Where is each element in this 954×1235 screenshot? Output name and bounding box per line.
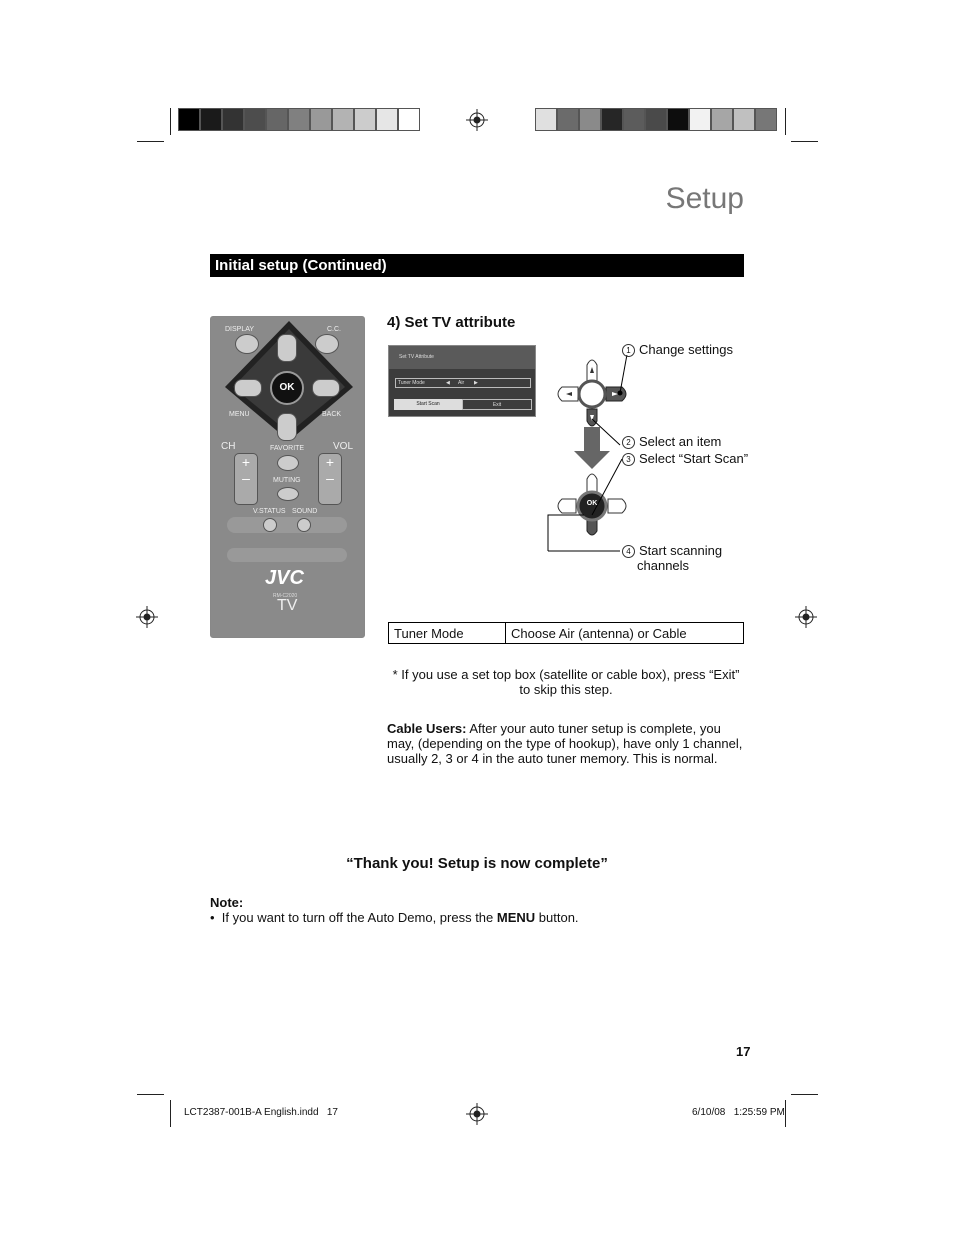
page-number: 17: [736, 1044, 751, 1059]
color-swatch: [711, 108, 733, 131]
color-swatch: [398, 108, 420, 131]
color-swatch: [354, 108, 376, 131]
left-arrow-button: [234, 379, 262, 397]
vol-label: VOL: [333, 441, 354, 452]
color-swatch: [244, 108, 266, 131]
color-swatch: [579, 108, 601, 131]
color-swatch: [733, 108, 755, 131]
color-swatch: [288, 108, 310, 131]
section-heading: Initial setup (Continued): [210, 254, 744, 277]
callout-select-item: 2 Select an item: [622, 434, 721, 449]
cable-users-label: Cable Users:: [387, 721, 467, 736]
color-swatch: [222, 108, 244, 131]
color-swatch: [645, 108, 667, 131]
color-swatch: [623, 108, 645, 131]
crop-mark: [170, 1100, 171, 1127]
up-arrow-button: [277, 334, 297, 362]
crop-mark: [137, 141, 164, 142]
crop-mark: [137, 1094, 164, 1095]
channel-rocker: + –: [234, 453, 258, 505]
back-label: BACK: [322, 411, 342, 418]
completion-message: “Thank you! Setup is now complete”: [346, 855, 608, 872]
favorite-button: [277, 455, 299, 471]
cable-users-paragraph: [387, 721, 745, 766]
tv-label: TV: [277, 597, 298, 614]
osd-button-row: [394, 399, 532, 410]
right-arrow-icon: ▶: [474, 380, 478, 386]
osd-title: Set TV Attribute: [389, 346, 535, 369]
color-swatch: [310, 108, 332, 131]
remote-control-illustration: [210, 316, 365, 638]
ok-button: OK: [270, 371, 304, 405]
sound-label: SOUND: [292, 508, 318, 515]
tuner-mode-table: [388, 622, 744, 644]
color-swatch: [266, 108, 288, 131]
note-bullet: • If you want to turn off the Auto Demo, press the MENU button.: [210, 910, 579, 925]
muting-button: [277, 487, 299, 501]
crop-mark: [785, 1100, 786, 1127]
color-swatch: [200, 108, 222, 131]
color-swatch: [755, 108, 777, 131]
muting-label: MUTING: [273, 477, 301, 484]
settop-box-note: * If you use a set top box (satellite or cable box), press “Exit” to skip this step.: [392, 667, 740, 697]
table-cell-value: Choose Air (antenna) or Cable: [506, 623, 744, 644]
jvc-logo: JVC: [265, 567, 304, 589]
osd-start-scan-button: Start Scan: [394, 399, 462, 410]
osd-row-label: Tuner Mode: [398, 380, 425, 386]
callout-start-scanning: 4 Start scanning channels: [622, 543, 747, 573]
note-heading: Note:: [210, 895, 244, 910]
mini-ok-label: OK: [586, 500, 598, 507]
sound-button: [297, 518, 311, 532]
display-label: DISPLAY: [225, 326, 255, 333]
registration-mark-icon: [795, 606, 817, 628]
callout-select-start-scan: 3 Select “Start Scan”: [622, 451, 748, 466]
osd-tuner-mode-row: [395, 378, 531, 388]
crop-mark: [791, 1094, 818, 1095]
footer-timestamp: 6/10/08 1:25:59 PM: [692, 1107, 785, 1118]
remote-button-row: [227, 517, 347, 533]
color-swatch: [178, 108, 200, 131]
registration-mark-icon: [136, 606, 158, 628]
left-arrow-icon: ◀: [446, 380, 450, 386]
color-swatch: [332, 108, 354, 131]
color-swatch: [376, 108, 398, 131]
color-swatch: [667, 108, 689, 131]
remote-button-row: [227, 548, 347, 562]
menu-label: MENU: [229, 411, 250, 418]
table-cell-label: Tuner Mode: [389, 623, 506, 644]
crop-mark: [785, 108, 786, 135]
volume-rocker: + –: [318, 453, 342, 505]
vstatus-button: [263, 518, 277, 532]
color-swatch: [535, 108, 557, 131]
footer-filename: LCT2387-001B-A English.indd 17: [184, 1107, 338, 1118]
crop-mark: [791, 141, 818, 142]
right-arrow-button: [312, 379, 340, 397]
color-swatch: [557, 108, 579, 131]
down-arrow-button: [277, 413, 297, 441]
registration-mark-icon: [466, 1103, 488, 1125]
osd-row-value: Air: [458, 380, 465, 386]
osd-exit-button: Exit: [462, 399, 532, 410]
favorite-label: FAVORITE: [270, 445, 305, 452]
crop-mark: [170, 108, 171, 135]
color-swatch: [601, 108, 623, 131]
vstatus-label: V.STATUS: [253, 508, 286, 515]
color-swatch: [689, 108, 711, 131]
step-heading: 4) Set TV attribute: [387, 314, 516, 331]
table-row: [389, 623, 744, 644]
model-number: RM-C2020: [273, 593, 298, 599]
ch-label: CH: [221, 441, 236, 452]
tv-onscreen-menu: [388, 345, 536, 417]
page-title: Setup: [665, 182, 744, 215]
callout-change-settings: 1 Change settings: [622, 342, 733, 357]
menu-keyword: MENU: [496, 910, 536, 925]
cc-label: C.C.: [327, 326, 341, 333]
cable-users-text: After your auto tuner setup is complete, you may, (depending on the type of hookup), have only 1 channel, usually 2, 3 or 4 in the auto tuner memory. This is normal.: [387, 721, 743, 766]
registration-mark-icon: [466, 109, 488, 131]
